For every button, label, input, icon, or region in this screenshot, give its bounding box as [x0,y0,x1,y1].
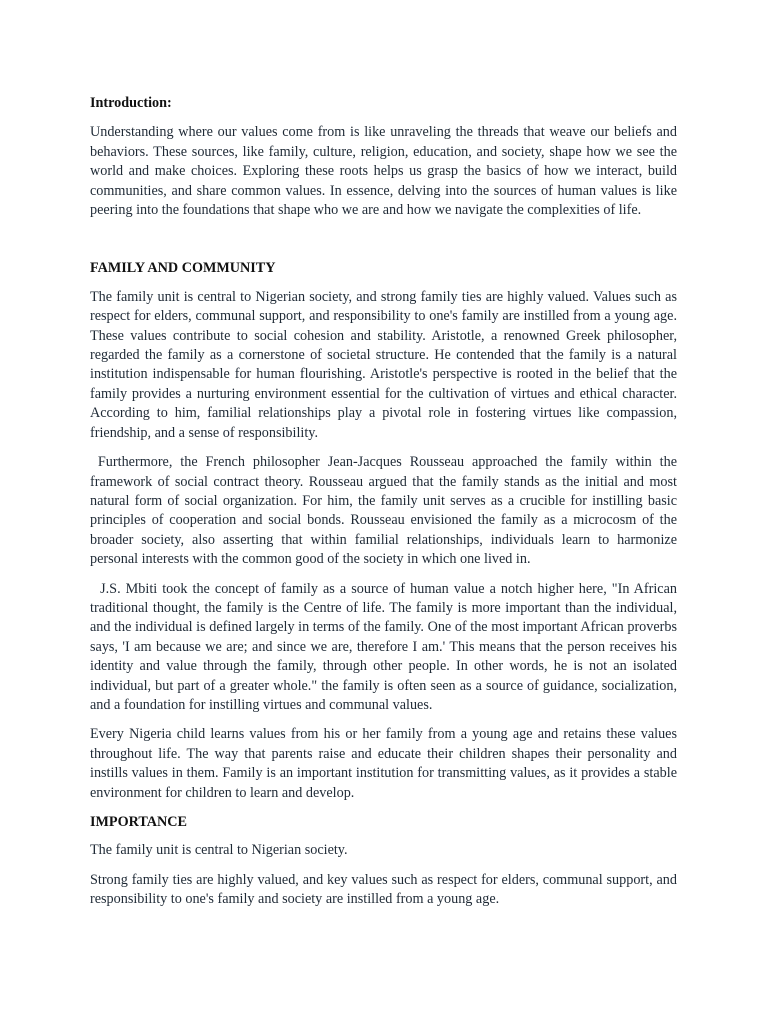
intro-paragraph: Understanding where our values come from is like unraveling the threads that weave our beliefs and behaviors. These sources, like family, culture, religion, education, and society, shape how we see the world and make choices. Exploring these roots helps us grasp the basics of how we interact, build communities, and share common values. In essence, delving into the sources of human values is like peering into the foundations that shape who we are and how we navigate the complexities of life. [90,124,677,219]
intro-heading: Introduction: [90,95,172,111]
family-paragraph-2: Furthermore, the French philosopher Jean-Jacques Rousseau approached the family within the framework of social contract theory. Rousseau argued that the family stands as the initial and most natural form of social organization. For him, the family unit serves as a crucible for instilling basic principles of cooperation and social bonds. Rousseau envisioned the family as a microcosm of the broader society, also asserting that within familial relationships, individuals learn to harmonize personal interests with the common good of the society in which one lived in. [90,454,677,568]
importance-paragraph-2: Strong family ties are highly valued, and key values such as respect for elders, communal support, and responsibility to one's family and society are instilled from a young age. [90,871,677,908]
family-community-heading: FAMILY AND COMMUNITY [90,260,276,277]
family-paragraph-3: J.S. Mbiti took the concept of family as a source of human value a notch higher here, "In African traditional thought, the family is the Centre of life. The family is more important than the individual, and the individual is defined largely in terms of the family. One of the most important African proverbs says, 'I am because we are; and since we are, therefore I am.' This means that the person receives his identity and value through the family, through other people. In other words, he is not an isolated individual, but part of a greater whole." the family is often seen as a source of guidance, socialization, and a foundation for instilling virtues and communal values. [90,580,677,713]
importance-heading: IMPORTANCE [90,814,187,830]
family-paragraph-4: Every Nigeria child learns values from his or her family from a young age and retains these values throughout life. The way that parents raise and educate their children shapes their personality and instills values in them. Family is an important institution for transmitting values, as it provides a stable environment for children to learn and develop. [90,726,677,801]
document-page [90,94,677,920]
importance-paragraph-1: The family unit is central to Nigerian society. [90,842,348,859]
family-paragraph-1: The family unit is central to Nigerian society, and strong family ties are highly valued. Values such as respect for elders, communal support, and responsibility to one's family are instilled from a young age. These values contribute to social cohesion and stability. Aristotle, a renowned Greek philosopher, regarded the family as a cornerstone of societal structure. He contended that the family is a natural institution indispensable for human flourishing. Aristotle's perspective is rooted in the belief that the family provides a nurturing environment essential for the cultivation of virtues and ethical character. According to him, familial relationships play a pivotal role in fostering virtues like compassion, friendship, and a sense of responsibility. [90,288,677,441]
